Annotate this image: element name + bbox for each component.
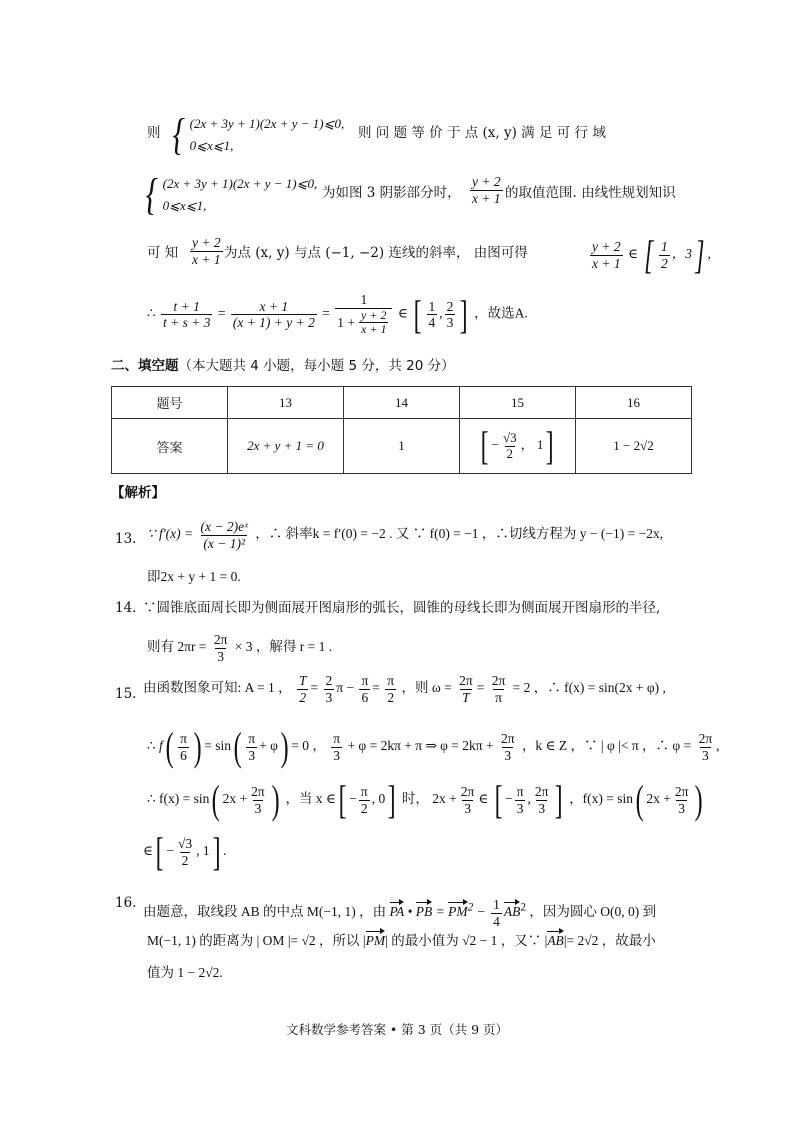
q15-line-3: ∴ f(x) = sin( 2x + $\frac{2\pi}{3}$ ) ，当 x ∈[ − $\frac{\pi}{2}$ , 0] 时， 2x + $\frac{2\pi}{3}$ ∈ [ − $\frac{\pi}{3}$ , $\frac{2\pi}{3}$ ] ，f(x) = sin( 2x + $\frac{2\pi}{3}$ ) (147, 777, 704, 822)
table-cell-label: 答案 (112, 419, 228, 474)
inequality-system-2: { (2x + 3y + 1)(2x + y − 1)⩽0, 0⩽x⩽1, (145, 170, 318, 219)
q16-line-1: 由题意，取线段 AB 的中点 M(−1, 1) ，由 PA • PB = $PM^2$ − $\frac{1}{4}$ $AB^2$ ，因为圆心 O(0, 0) 到 (143, 897, 657, 929)
table-row (112, 419, 692, 474)
table-header-cell: 13 (228, 387, 344, 419)
ineq-row: 0⩽x⩽1, (162, 198, 207, 213)
fraction-slope-1: $\frac{y + 2}{x + 1}$ (192, 235, 221, 267)
ineq-row: (2x + 3y + 1)(2x + y − 1)⩽0, (162, 176, 318, 191)
text-p2-mid: 为如图 3 阴影部分时， (322, 185, 461, 201)
table-cell-answer-14: 1 (344, 419, 460, 474)
q13-number: 13. (115, 531, 137, 547)
text-p3-pre: 可 知 (147, 245, 179, 261)
q16-line-3: 值为 1 − 2√2. (147, 965, 223, 980)
fraction-slope-2: $\frac{y + 2}{x + 1}$ ∈ [ $\frac{1}{2}$ ，3] , (592, 232, 711, 277)
page-footer: 文科数学参考答案 • 第 3 页（共 9 页） (285, 1022, 509, 1037)
q15-number: 15. (115, 686, 137, 702)
q15-line-2: ∴ f( $\frac{\pi}{6}$ ) = sin( $\frac{\pi}{3}$ + φ) = 0 ， $\frac{\pi}{3}$ + φ = 2kπ + π ⇒ φ = 2kπ + $\frac{2\pi}{3}$ ，k ∈ Z ，∵ | φ |< π ，∴ φ = $\frac{2\pi}{3}$ , (147, 724, 720, 769)
table-header-cell: 15 (460, 387, 576, 419)
q16-line-2: M(−1, 1) 的距离为 | OM |= √2 ，所以 |PM| 的最小值为 √2 − 1 ，又∵ |AB|= 2√2 ，故最小 (147, 933, 656, 948)
table-cell-answer-15: [ − $\frac{√3}{2}$ ， 1] (460, 419, 576, 474)
text-ze: 则 (147, 125, 161, 141)
q14-line-1: ∵圆锥底面周长即为侧面展开图扇形的弧长，圆锥的母线长即为侧面展开图扇形的半径, (143, 600, 661, 616)
q13-line-1: ∵ f′(x) = $\frac{\text{(x − 2)eˣ}}{\text{(x − 1)²}}$ ，∴ 斜率k = f′(0) = −2 . 又 ∵ f(0) = −1 ，∴切线方程为 y − (−1) = −2x, (147, 519, 664, 551)
q16-number: 16. (115, 895, 137, 911)
table-header-cell: 题号 (112, 387, 228, 419)
answer-table (111, 386, 692, 474)
text-p3-mid: 为点 (x, y) 与点 (−1, −2) 连线的斜率， 由图可得 (224, 245, 528, 261)
equation-p4: ∴ $\frac{t + 1}{t + s + 3}$ = $\frac{x + 1}{(x + 1) + y + 2}$ = 1 1 + $\frac{y + 2}{x + 1}$ ∈ [ $\frac{1}{4}$ , $\frac{2}{3}$ ] ，故选A. (147, 291, 528, 337)
q14-number: 14. (115, 600, 137, 616)
text-p1-tail: 则 问 题 等 价 于 点 (x, y) 满 足 可 行 域 (358, 125, 606, 141)
table-cell-answer-13: 2x + y + 1 = 0 (228, 419, 344, 474)
table-header-cell: 14 (344, 387, 460, 419)
inequality-system-1: { (2x + 3y + 1)(2x + y − 1)⩽0, 0⩽x⩽1, (172, 110, 345, 159)
q15-line-4: ∈[ − $\frac{√3}{2}$ , 1] . (143, 829, 227, 874)
section-title: 二、填空题（本大题共 4 小题，每小题 5 分，共 20 分） (111, 358, 455, 374)
ineq-row: (2x + 3y + 1)(2x + y − 1)⩽0, (189, 116, 345, 131)
fraction-y2-x1: $\frac{y + 2}{x + 1}$ (472, 174, 501, 206)
table-header-cell: 16 (576, 387, 692, 419)
ineq-row: 0⩽x⩽1, (189, 138, 234, 153)
text-p2-tail: 的取值范围. 由线性规划知识 (505, 185, 676, 201)
q13-line-2: 即2x + y + 1 = 0. (147, 569, 241, 584)
q15-line-1: 由函数图象可知: A = 1 ， $\frac{T}{2}$ = $\frac{2}{3}$ π − $\frac{\pi}{6}$ = $\frac{\pi}{2}$ ，则 ω = $\frac{2\pi}{T}$ = $\frac{2\pi}{\pi}$ = 2 ，∴ f(x) = sin(2x + φ) , (143, 673, 666, 705)
q14-line-2: 则有 2πr = $\frac{2\pi}{3}$ × 3 ，解得 r = 1 . (147, 632, 333, 664)
table-cell-answer-16: 1 − 2√2 (576, 419, 692, 474)
table-header-row (112, 387, 692, 419)
jiexi-heading: 【解析】 (111, 485, 165, 501)
